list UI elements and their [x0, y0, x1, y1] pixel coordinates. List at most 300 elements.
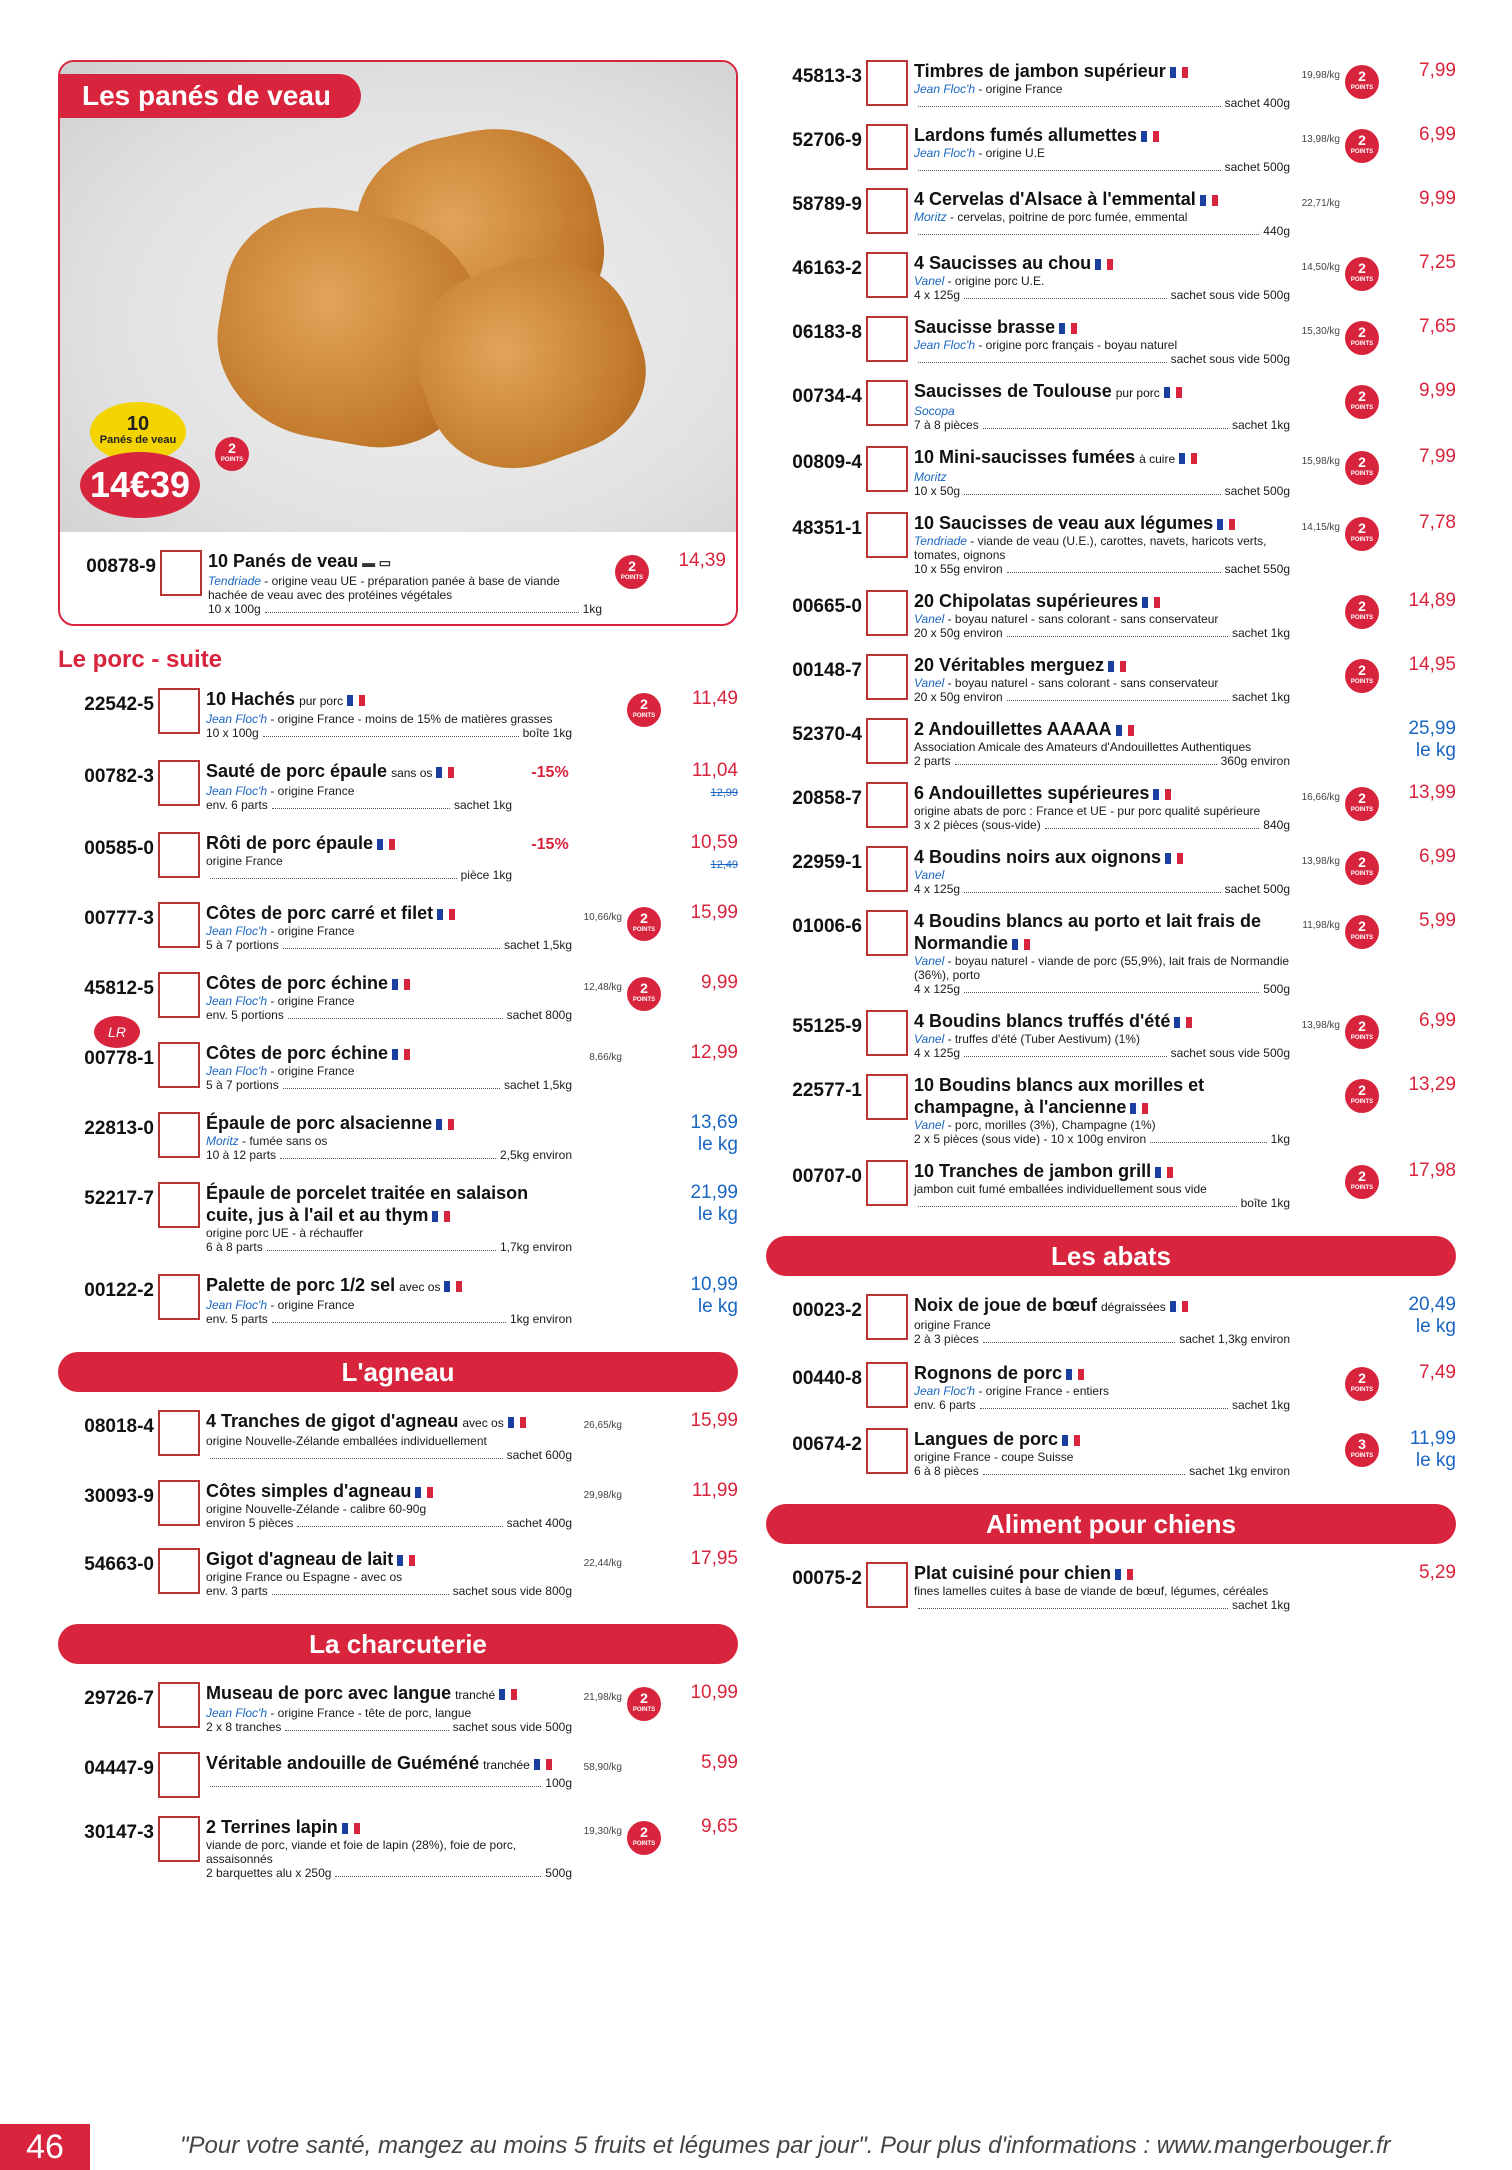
dotted-leader	[918, 1598, 1228, 1609]
order-checkbox[interactable]	[866, 380, 908, 426]
dotted-leader	[983, 1332, 1176, 1343]
order-checkbox[interactable]	[158, 1752, 200, 1798]
product-title	[914, 316, 1290, 338]
product-name: Côtes de porc échine	[206, 1043, 389, 1063]
product-title	[206, 1274, 572, 1298]
weight: 2,5kg environ	[499, 1148, 572, 1162]
points-value: 3	[1358, 1436, 1366, 1452]
points-icon	[1340, 1294, 1384, 1338]
price-per-kg	[1298, 1294, 1340, 1304]
product-code: 00440-8	[792, 1368, 862, 1389]
product-title	[206, 1480, 572, 1502]
product-name: Palette de porc 1/2 sel	[206, 1275, 396, 1295]
order-checkbox[interactable]	[866, 782, 908, 828]
points-value: 2	[628, 558, 636, 574]
product-detail-line	[914, 954, 1290, 982]
product-code: 22542-5	[84, 694, 154, 715]
label-rouge-icon: LR	[94, 1016, 140, 1048]
weight: sachet 1,5kg	[503, 938, 572, 952]
france-flag-icon	[1066, 1369, 1084, 1380]
weight: sachet 1kg environ	[1189, 1464, 1290, 1478]
product-detail: - origine porc français - boyau naturel	[978, 338, 1178, 352]
discount-badge: -15%	[531, 836, 569, 853]
order-checkbox[interactable]	[158, 760, 200, 806]
order-checkbox[interactable]	[866, 1562, 908, 1608]
product-title	[914, 1362, 1290, 1384]
product-desc	[206, 832, 520, 882]
points-label: POINTS	[1350, 277, 1374, 283]
price	[1384, 124, 1456, 146]
pack: 10 x 100g	[208, 602, 261, 616]
dotted-leader	[918, 96, 1221, 107]
points-label: POINTS	[1350, 615, 1374, 621]
product-name: 20 Véritables merguez	[914, 655, 1105, 675]
points-icon	[622, 1548, 666, 1592]
hero-box	[58, 60, 738, 626]
product-code: 22577-1	[792, 1080, 862, 1101]
price	[1384, 590, 1456, 612]
weight: sachet 500g	[1224, 484, 1290, 498]
points-value: 2	[1358, 662, 1366, 678]
order-checkbox[interactable]	[866, 316, 908, 362]
pack-line	[914, 1332, 1290, 1346]
cook-pan-icon: ▬ ▭	[362, 555, 391, 570]
price	[1384, 252, 1456, 274]
order-checkbox[interactable]	[866, 1362, 908, 1408]
pack-line	[914, 1598, 1290, 1612]
product-row	[766, 846, 1456, 896]
order-checkbox[interactable]	[866, 1074, 908, 1120]
product-detail: origine France	[914, 1318, 991, 1332]
product-detail-line	[914, 676, 1290, 690]
product-name: Lardons fumés allumettes	[914, 125, 1138, 145]
order-checkbox[interactable]	[866, 1010, 908, 1056]
price-per-kg	[1298, 380, 1340, 390]
product-name: 4 Tranches de gigot d'agneau	[206, 1411, 459, 1431]
order-checkbox[interactable]	[866, 910, 908, 956]
dotted-leader	[955, 754, 1217, 765]
product-name: Côtes simples d'agneau	[206, 1481, 412, 1501]
price-per-kg	[580, 1274, 622, 1284]
order-checkbox[interactable]	[158, 1112, 200, 1158]
points-icon	[1340, 60, 1384, 104]
product-detail-line	[914, 534, 1290, 562]
product-code: 22813-0	[84, 1118, 154, 1139]
points-value: 2	[1358, 520, 1366, 536]
per-kg-label: le kg	[697, 1204, 738, 1225]
dotted-leader	[283, 1078, 500, 1089]
price-per-kg	[1298, 1562, 1340, 1572]
product-desc	[206, 972, 580, 1022]
france-flag-icon	[1141, 131, 1159, 142]
points-label: POINTS	[1350, 1387, 1374, 1393]
pack: env. 6 parts	[206, 798, 268, 812]
order-checkbox[interactable]	[158, 1182, 200, 1228]
france-flag-icon	[415, 1487, 433, 1498]
points-icon	[622, 1410, 666, 1454]
product-detail: - cervelas, poitrine de porc fumée, emmental	[950, 210, 1188, 224]
product-code: 20858-7	[792, 788, 862, 809]
brand: Vanel	[914, 1032, 945, 1046]
points-icon	[1340, 1074, 1384, 1118]
product-name: Museau de porc avec langue	[206, 1683, 452, 1703]
points-label: POINTS	[1350, 149, 1374, 155]
order-checkbox[interactable]	[158, 1274, 200, 1320]
dotted-leader	[335, 1866, 541, 1877]
price-value: 17,95	[690, 1548, 738, 1569]
price-per-kg	[580, 760, 622, 770]
product-title	[206, 1682, 572, 1706]
product-detail-line	[206, 1838, 572, 1866]
product-code: 00665-0	[792, 596, 862, 617]
product-code: 04447-9	[84, 1758, 154, 1779]
pack-line	[914, 1196, 1290, 1210]
product-title	[914, 1294, 1290, 1318]
product-desc	[914, 188, 1298, 238]
dotted-leader	[918, 160, 1221, 171]
pack-line	[206, 1148, 572, 1162]
product-row	[766, 252, 1456, 302]
price	[1384, 316, 1456, 338]
price	[666, 1752, 738, 1774]
product-title	[914, 124, 1290, 146]
points-icon	[610, 550, 654, 594]
product-row	[58, 1274, 738, 1326]
order-checkbox[interactable]	[866, 1160, 908, 1206]
pack: 10 x 55g environ	[914, 562, 1003, 576]
france-flag-icon	[499, 1689, 517, 1700]
right-column	[766, 60, 1456, 1622]
points-value: 2	[1358, 598, 1366, 614]
order-checkbox[interactable]	[158, 1042, 200, 1088]
pack-line	[914, 562, 1290, 576]
per-kg-label: le kg	[1415, 1450, 1456, 1471]
order-checkbox[interactable]	[158, 902, 200, 948]
product-desc	[914, 590, 1298, 640]
product-name: 10 Panés de veau	[208, 551, 359, 571]
points-icon	[622, 902, 666, 946]
order-checkbox[interactable]	[866, 124, 908, 170]
product-code: 06183-8	[792, 322, 862, 343]
product-title	[206, 1752, 572, 1776]
price-per-kg	[1298, 654, 1340, 664]
hero-image	[60, 62, 736, 532]
weight: sachet 400g	[1224, 96, 1290, 110]
pack: 4 x 125g	[914, 1046, 961, 1060]
product-row	[766, 590, 1456, 640]
product-name: Véritable andouille de Guéméné	[206, 1753, 480, 1773]
france-flag-icon	[436, 767, 454, 778]
product-code: 55125-9	[792, 1016, 862, 1037]
points-icon	[622, 1042, 666, 1086]
product-detail: - origine porc U.E.	[947, 274, 1045, 288]
weight: 1,7kg environ	[499, 1240, 572, 1254]
points-icon	[1340, 188, 1384, 232]
order-checkbox[interactable]	[866, 60, 908, 106]
dotted-leader	[983, 418, 1228, 429]
product-detail-line	[914, 404, 1290, 418]
product-name: 10 Hachés	[206, 689, 296, 709]
product-row	[766, 1294, 1456, 1346]
product-detail-line	[206, 924, 572, 938]
price-value: 7,78	[1419, 512, 1456, 533]
points-icon	[1340, 782, 1384, 826]
product-title	[914, 1428, 1290, 1450]
product-row	[58, 1548, 738, 1598]
weight: sachet sous vide 500g	[1170, 1046, 1290, 1060]
product-detail: - boyau naturel - viande de porc (55,9%), lait frais de Normandie (36%), porto	[914, 954, 1290, 982]
price-per-kg: 22,71/kg	[1301, 198, 1340, 209]
product-title	[914, 910, 1290, 954]
dotted-leader	[1007, 562, 1221, 573]
product-detail-line	[914, 470, 1290, 484]
product-desc	[206, 1112, 580, 1162]
product-title	[206, 760, 512, 784]
weight: sachet 1kg	[1231, 1598, 1290, 1612]
order-checkbox[interactable]	[866, 512, 908, 558]
weight: 1kg environ	[509, 1312, 572, 1326]
points-icon	[1340, 124, 1384, 168]
france-flag-icon	[1095, 259, 1113, 270]
price-per-kg: 15,30/kg	[1301, 326, 1340, 337]
product-code: 58789-9	[792, 194, 862, 215]
product-name: Rôti de porc épaule	[206, 833, 374, 853]
order-checkbox[interactable]	[866, 1428, 908, 1474]
product-name: 10 Tranches de jambon grill	[914, 1161, 1152, 1181]
pack: 4 x 125g	[914, 288, 961, 302]
product-desc	[914, 846, 1298, 896]
france-flag-icon	[1170, 67, 1188, 78]
price-value: 14,89	[1408, 590, 1456, 611]
product-name: 4 Boudins blancs truffés d'été	[914, 1011, 1171, 1031]
product-name: 10 Boudins blancs aux morilles et champagne, à l'ancienne	[914, 1075, 1205, 1117]
product-detail: viande de porc, viande et foie de lapin (28%), foie de porc, assaisonnés	[206, 1838, 517, 1866]
price	[1384, 1562, 1456, 1584]
brand: Moritz	[206, 1134, 239, 1148]
points-icon	[1340, 1428, 1384, 1472]
product-detail: origine France - coupe Suisse	[914, 1450, 1074, 1464]
order-checkbox[interactable]	[866, 188, 908, 234]
product-desc	[206, 760, 520, 812]
points-value: 2	[1358, 324, 1366, 340]
points-label: POINTS	[632, 713, 656, 719]
pack-line	[206, 1078, 572, 1092]
product-title	[914, 252, 1290, 274]
price-value: 10,99	[690, 1274, 738, 1295]
points-icon	[1340, 316, 1384, 360]
product-name: Épaule de porc alsacienne	[206, 1113, 433, 1133]
dotted-leader	[964, 982, 1259, 993]
points-label: POINTS	[1350, 935, 1374, 941]
order-checkbox[interactable]	[866, 1294, 908, 1340]
dotted-leader	[918, 224, 1259, 235]
price	[1384, 1294, 1456, 1338]
product-code: 30093-9	[84, 1486, 154, 1507]
product-row	[58, 1112, 738, 1162]
pack-line	[206, 1866, 572, 1880]
product-detail: - boyau naturel - sans colorant - sans conservateur	[947, 612, 1219, 626]
dotted-leader	[297, 1516, 502, 1527]
pack: env. 3 parts	[206, 1584, 268, 1598]
order-checkbox[interactable]	[158, 1548, 200, 1594]
weight: sachet 1,3kg environ	[1179, 1332, 1290, 1346]
france-flag-icon	[342, 1823, 360, 1834]
product-qualifier: avec os	[462, 1416, 504, 1430]
dotted-leader	[964, 484, 1221, 495]
pack: env. 6 parts	[914, 1398, 976, 1412]
abats-list	[766, 1294, 1456, 1478]
product-name: Gigot d'agneau de lait	[206, 1549, 394, 1569]
weight: 440g	[1263, 224, 1290, 238]
pack: 3 x 2 pièces (sous-vide)	[914, 818, 1041, 832]
points-label: POINTS	[1350, 1035, 1374, 1041]
order-checkbox[interactable]	[866, 718, 908, 764]
product-name: 4 Boudins noirs aux oignons	[914, 847, 1162, 867]
order-checkbox[interactable]	[160, 550, 202, 596]
pack-line	[914, 96, 1290, 110]
product-row	[766, 1562, 1456, 1612]
price-per-kg: 12,48/kg	[583, 982, 622, 993]
product-detail-line	[914, 210, 1290, 224]
price-per-kg	[1298, 590, 1340, 600]
france-flag-icon	[1155, 1167, 1173, 1178]
order-checkbox[interactable]	[158, 1410, 200, 1456]
badge-price: 14€39	[80, 452, 200, 518]
product-title	[914, 1010, 1290, 1032]
product-name: Épaule de porcelet traitée en salaison cuite, jus à l'ail et au thym	[206, 1183, 529, 1225]
price	[666, 1410, 738, 1432]
pack-line	[206, 726, 572, 740]
brand: Moritz	[914, 470, 947, 484]
order-checkbox[interactable]	[158, 688, 200, 734]
weight: sachet sous vide 500g	[1170, 288, 1290, 302]
points-value: 2	[640, 1690, 648, 1706]
price-value: 11,49	[691, 688, 738, 709]
badge-qty: 10	[126, 413, 150, 435]
product-row	[766, 1074, 1456, 1146]
order-checkbox[interactable]	[158, 1480, 200, 1526]
brand: Jean Floc'h	[914, 82, 975, 96]
section-banner-agneau: L'agneau	[58, 1352, 738, 1392]
product-code: 45812-5	[84, 978, 154, 999]
order-checkbox[interactable]	[158, 972, 200, 1018]
points-icon	[622, 832, 666, 876]
product-qualifier: pur porc	[1115, 386, 1160, 400]
product-desc	[206, 1548, 580, 1598]
product-title	[206, 1182, 572, 1226]
product-detail-line	[914, 804, 1290, 818]
price	[1384, 1160, 1456, 1182]
price	[666, 1182, 738, 1226]
product-desc	[914, 124, 1298, 174]
pack-line	[914, 690, 1290, 704]
brand: Vanel	[914, 612, 945, 626]
france-flag-icon	[1200, 195, 1218, 206]
price-value: 17,98	[1408, 1160, 1456, 1181]
points-label: POINTS	[632, 927, 656, 933]
order-checkbox[interactable]	[866, 654, 908, 700]
pack: 20 x 50g environ	[914, 626, 1003, 640]
points-icon	[622, 1752, 666, 1796]
order-checkbox[interactable]	[866, 446, 908, 492]
price	[1384, 846, 1456, 868]
price-per-kg	[1298, 1160, 1340, 1170]
product-qualifier: dégraissées	[1101, 1300, 1166, 1314]
product-detail: - origine France	[270, 1064, 355, 1078]
product-desc	[206, 1682, 580, 1734]
product-detail-line	[914, 612, 1290, 626]
product-detail: - origine France	[270, 994, 355, 1008]
france-flag-icon	[377, 839, 395, 850]
order-checkbox[interactable]	[158, 1682, 200, 1728]
product-title	[914, 512, 1290, 534]
order-checkbox[interactable]	[866, 846, 908, 892]
points-icon	[1340, 252, 1384, 296]
pack-line	[206, 868, 512, 882]
product-desc	[914, 1562, 1298, 1612]
points-label: POINTS	[1350, 85, 1374, 91]
france-flag-icon	[1165, 853, 1183, 864]
product-detail: - origine France - tête de porc, langue	[270, 1706, 472, 1720]
france-flag-icon	[392, 979, 410, 990]
points-icon	[1340, 1010, 1384, 1054]
order-checkbox[interactable]	[866, 252, 908, 298]
price	[666, 1816, 738, 1838]
pack-line	[914, 882, 1290, 896]
per-kg-label: le kg	[697, 1134, 738, 1155]
pack-line	[206, 1776, 572, 1790]
product-code: 00734-4	[792, 386, 862, 407]
dotted-leader	[918, 352, 1167, 363]
points-value: 2	[1358, 132, 1366, 148]
product-title	[914, 846, 1290, 868]
points-icon	[1340, 1562, 1384, 1606]
product-detail-line	[914, 82, 1290, 96]
product-row	[766, 654, 1456, 704]
weight: 500g	[545, 1866, 572, 1880]
pack: 20 x 50g environ	[914, 690, 1003, 704]
order-checkbox[interactable]	[866, 590, 908, 636]
per-kg-label: le kg	[1415, 1316, 1456, 1337]
weight: pièce 1kg	[460, 868, 512, 882]
points-label: POINTS	[1350, 807, 1374, 813]
weight: sachet 1kg	[1231, 690, 1290, 704]
points-label: POINTS	[1350, 341, 1374, 347]
weight: sachet sous vide 500g	[1170, 352, 1290, 366]
points-label: POINTS	[1350, 1099, 1374, 1105]
price	[666, 1042, 738, 1064]
section-banner-abats: Les abats	[766, 1236, 1456, 1276]
dotted-leader	[280, 1148, 496, 1159]
product-detail: origine abats de porc : France et UE - pur porc qualité supérieure	[914, 804, 1261, 818]
product-row	[766, 1362, 1456, 1412]
product-detail-line	[914, 1384, 1290, 1398]
order-checkbox[interactable]	[158, 1816, 200, 1862]
weight: sachet 500g	[1224, 882, 1290, 896]
brand: Jean Floc'h	[914, 1384, 975, 1398]
product-title	[914, 654, 1290, 676]
chiens-list	[766, 1562, 1456, 1612]
order-checkbox[interactable]	[158, 832, 200, 878]
points-icon	[622, 688, 666, 732]
price-per-kg: 29,98/kg	[583, 1490, 622, 1501]
old-price: 12,49	[710, 859, 738, 871]
product-desc	[206, 1480, 580, 1530]
points-value: 2	[1358, 388, 1366, 404]
pack-line	[914, 626, 1290, 640]
product-code: 45813-3	[792, 66, 862, 87]
dotted-leader	[272, 1584, 449, 1595]
